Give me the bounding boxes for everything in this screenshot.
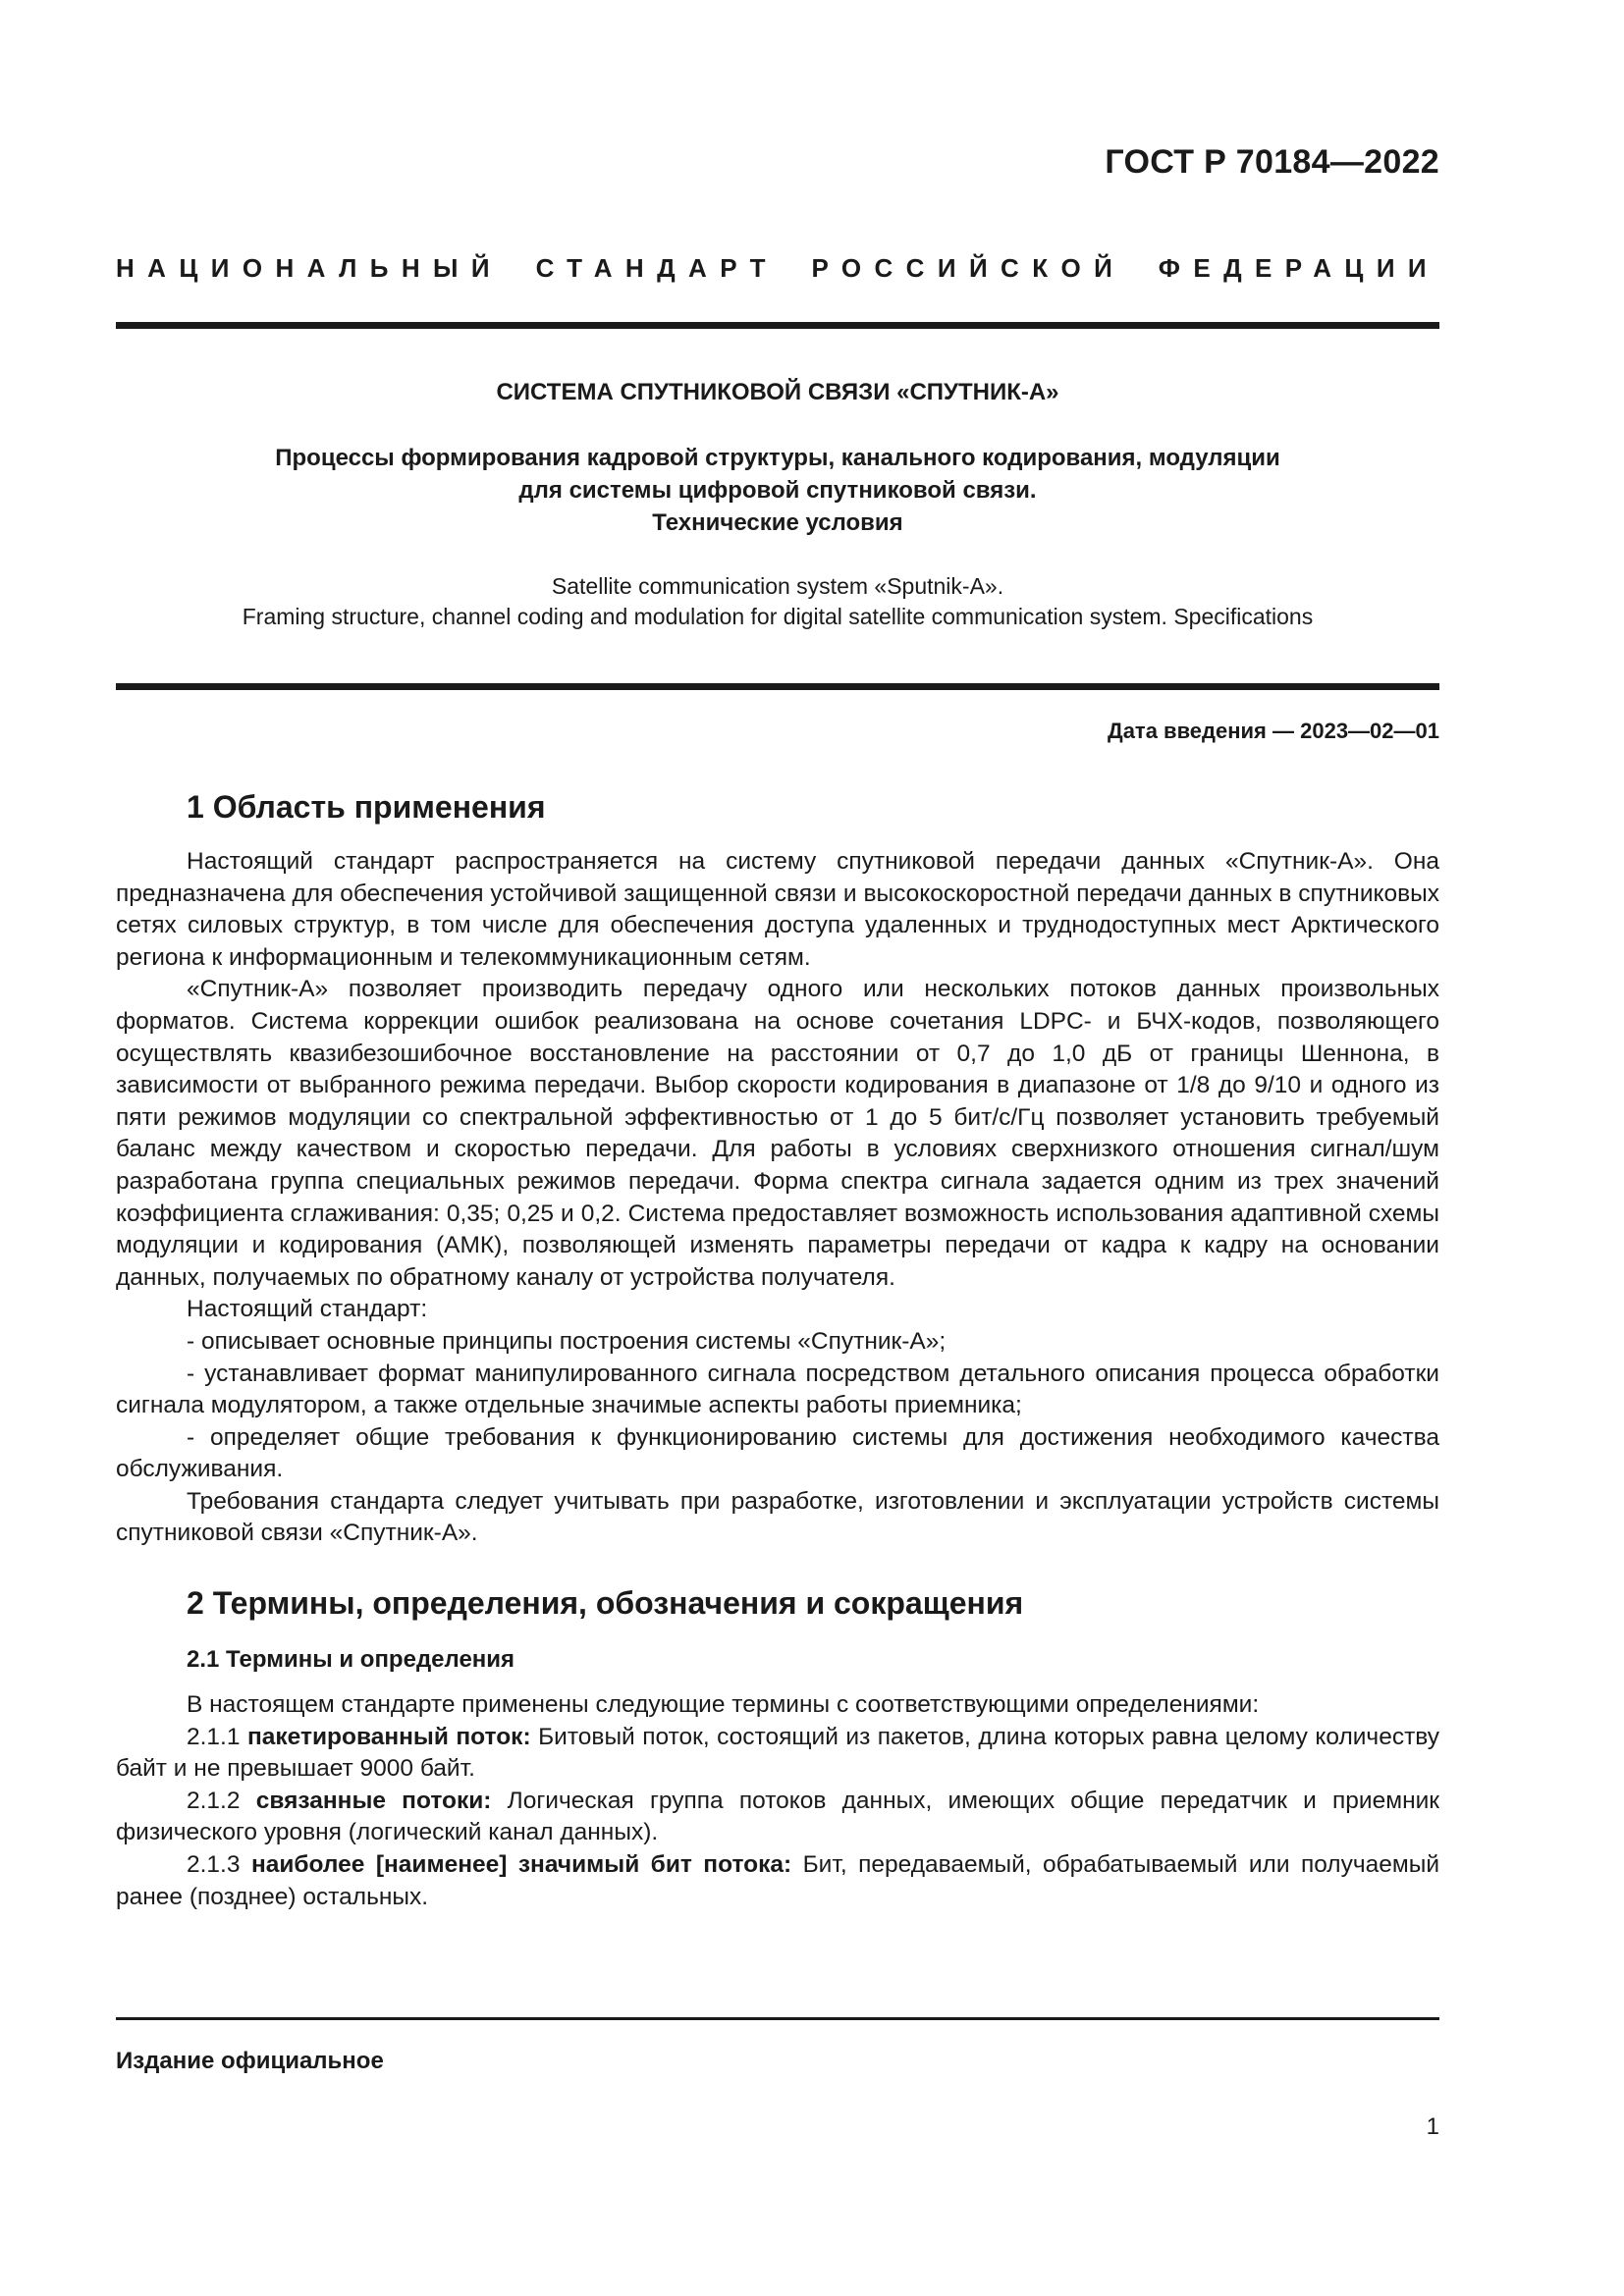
- english-title-line: Satellite communication system «Sputnik-A».: [551, 573, 1004, 599]
- section-2-heading: 2 Термины, определения, обозначения и сокращения: [187, 1585, 1024, 1622]
- list-item: - устанавливает формат манипулированного сигнала посредством детального описания процесса обработки сигнала модулятором, а также отдельные значимые аспекты работы приемника;: [116, 1360, 1439, 1419]
- gost-number: ГОСТ Р 70184—2022: [1105, 143, 1439, 181]
- title-rule: [116, 683, 1439, 690]
- paragraph: В настоящем стандарте применены следующие термины с соответствующими определениями:: [187, 1691, 1260, 1719]
- term-definition: Бит, передаваемый, обрабатываемый или получаемый ранее (позднее) остальных.: [116, 1851, 1440, 1910]
- section-1-heading: 1 Область применения: [187, 789, 546, 825]
- paragraph: Настоящий стандарт:: [187, 1296, 428, 1323]
- national-standard-banner: НАЦИОНАЛЬНЫЙ СТАНДАРТ РОССИЙСКОЙ ФЕДЕРАЦИИ: [116, 253, 1439, 283]
- system-title: СИСТЕМА СПУТНИКОВОЙ СВЯЗИ «СПУТНИК-А»: [496, 379, 1059, 405]
- list-item: - описывает основные принципы построения системы «Спутник-А»;: [187, 1327, 947, 1355]
- term-number: 2.1.1: [187, 1723, 241, 1750]
- paragraph: Требования стандарта следует учитывать при разработке, изготовлении и эксплуатации устройств системы спутниковой связи «Спутник-А».: [116, 1487, 1439, 1547]
- paragraph: «Спутник-А» позволяет производить передачу одного или нескольких потоков данных произвольных форматов. Система коррекции ошибок реализована на основе сочетания LDPC- и БЧХ-кодов, позволяющего осуществлять квазибезошибочное восстановление на расстоянии от 0,7 до 1,0 дБ от границы Шеннона, в зависимости от выбранного режима передачи. Выбор скорости кодирования в диапазоне от 1/8 до 9/10 и одного из пяти режимов модуляции со спектральной эффективностью от 1 до 5 бит/с/Гц позволяет установить требуемый баланс между качеством и скоростью передачи. Для работы в условиях сверхнизкого отношения сигнал/шум разработана группа специальных режимов передачи. Форма спектра сигнала задается одним из трех значений коэффициента сглаживания: 0,35; 0,25 и 0,2. Система предоставляет возможность использования адаптивной схемы модуляции и кодирования (АМК), позволяющей изменять параметры передачи от кадра к кадру на основании данных, получаемых по обратному каналу от устройства получателя.: [116, 976, 1439, 1291]
- english-title-line: Framing structure, channel coding and modulation for digital satellite communication system. Specifications: [242, 604, 1314, 629]
- term-definition: Логическая группа потоков данных, имеющих общие передатчик и приемник физического уровня (логический канал данных).: [116, 1787, 1440, 1846]
- document-subtitle: [116, 442, 1439, 539]
- page-number: 1: [1426, 2113, 1439, 2140]
- paragraph: Настоящий стандарт распространяется на систему спутниковой передачи данных «Спутник-А». Она предназначена для обеспечения устойчивой защищенной связи и высокоскоростной передачи данных в спутниковых сетях силовых структур, в том числе для обеспечения доступа удаленных и труднодоступных мест Арктического региона к информационным и телекоммуникационным сетям.: [116, 848, 1439, 971]
- term-number: 2.1.2: [187, 1787, 241, 1814]
- term-name: связанные потоки:: [255, 1787, 492, 1814]
- english-title: [116, 571, 1439, 632]
- document-page: [116, 0, 1439, 2296]
- document-body: [116, 785, 1439, 1913]
- term-name: наиболее [наименее] значимый бит потока:: [250, 1851, 792, 1879]
- term-number: 2.1.3: [187, 1851, 241, 1879]
- footer-rule: [116, 2017, 1439, 2020]
- header-rule: [116, 322, 1439, 329]
- edition-label: Издание официальное: [116, 2048, 384, 2074]
- section-spacer: [116, 1550, 1439, 1581]
- subtitle-line: Технические условия: [652, 509, 903, 536]
- term-name: пакетированный поток:: [246, 1723, 531, 1750]
- subtitle-line: для системы цифровой спутниковой связи.: [518, 477, 1037, 504]
- subsection-2-1-heading: 2.1 Термины и определения: [187, 1646, 515, 1674]
- subtitle-line: Процессы формирования кадровой структуры, канального кодирования, модуляции: [275, 445, 1280, 471]
- introduction-date: Дата введения — 2023—02—01: [1108, 719, 1439, 743]
- term-entry: [116, 1849, 1439, 1913]
- list-item: - определяет общие требования к функционированию системы для достижения необходимого качества обслуживания.: [116, 1423, 1439, 1483]
- term-definition: Битовый поток, состоящий из пакетов, длина которых равна целому количеству байт и не превышает 9000 байт.: [116, 1723, 1440, 1783]
- term-entry: [116, 1786, 1439, 1849]
- term-entry: [116, 1722, 1439, 1786]
